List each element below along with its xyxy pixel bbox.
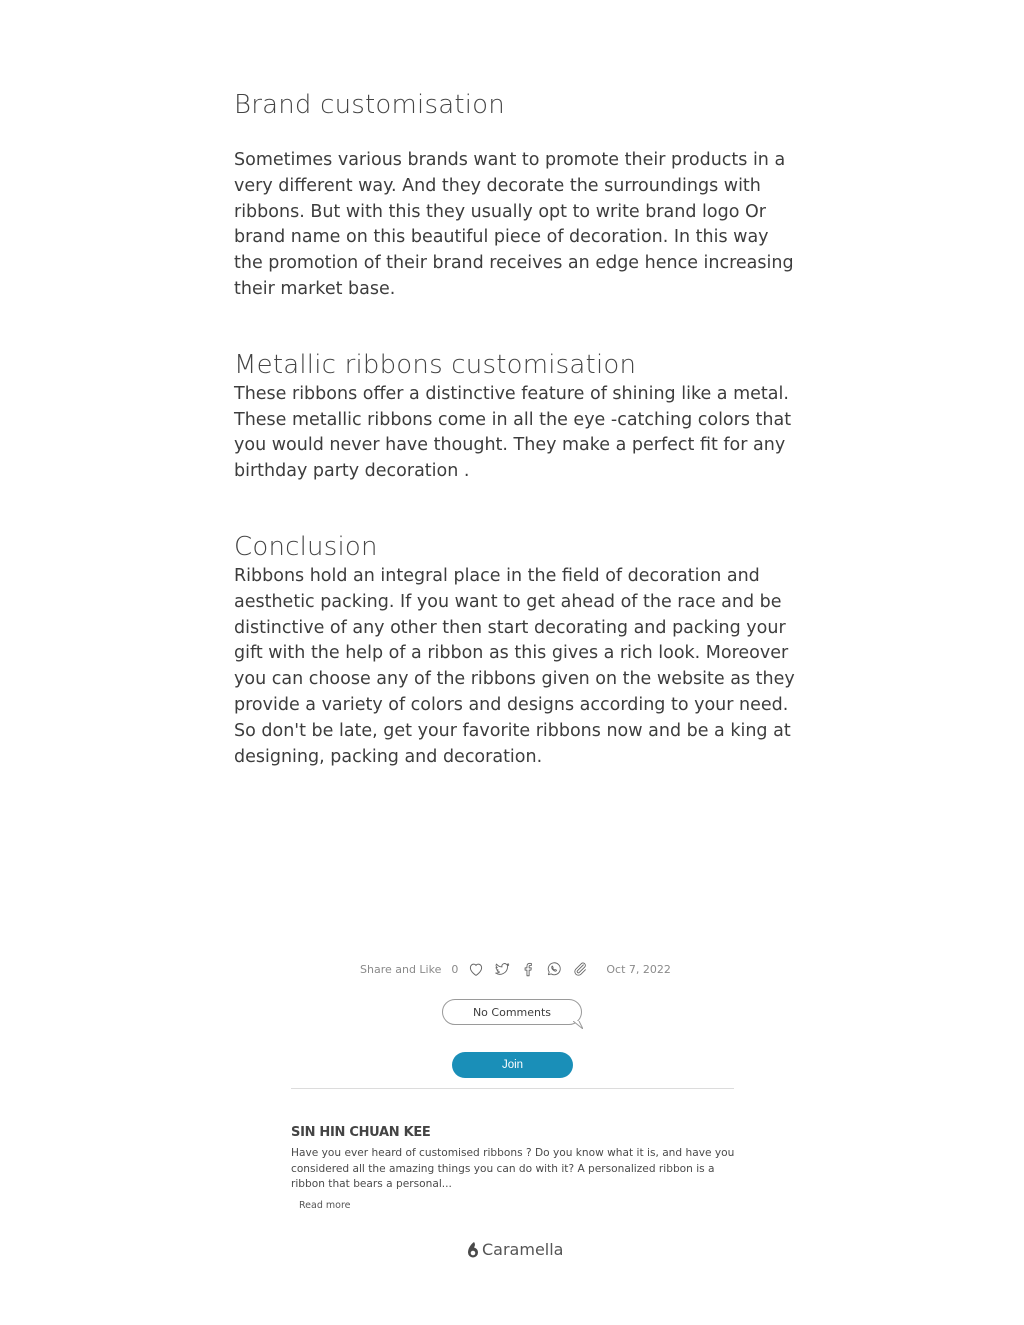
section-heading-conclusion: Conclusion (234, 531, 378, 562)
speech-bubble-tail-icon (573, 1021, 583, 1029)
comments-button[interactable] (442, 999, 582, 1025)
section-divider (291, 1088, 734, 1089)
section-paragraph-metallic-ribbons: These ribbons offer a distinctive feature of shining like a metal. These metallic ribbons come in all the eye -catching colors that you would never have thought. They make a perfect fit for any birthday party decoration . (234, 383, 792, 482)
attachment-icon[interactable] (570, 959, 590, 979)
like-count: 0 (451, 962, 459, 976)
share-label: Share and Like (360, 962, 442, 976)
section-heading-brand-customisation: Brand customisation (234, 90, 505, 120)
join-button[interactable]: Join (452, 1052, 573, 1078)
related-post-excerpt: Have you ever heard of customised ribbons ? Do you know what it is, and have you considered all the amazing things you can do with it? A personalized ribbon is a ribbon that bears a personal... (291, 1147, 735, 1190)
section-heading-metallic-ribbons: Metallic ribbons customisation (234, 349, 637, 380)
heart-icon[interactable] (466, 959, 486, 979)
footer-brand-logo[interactable] (466, 1240, 563, 1259)
section-paragraph-conclusion: Ribbons hold an integral place in the field of decoration and aesthetic packing. If you want to get ahead of the race and be distinctive of any other then start decorating and packing your gift with the help of a ribbon as this gives a rich look. Moreover you can choose any of the ribbons given on the website as they provide a variety of colors and designs according to your need. So don't be late, get your favorite ribbons now and be a king at designing, packing and decoration. (234, 565, 795, 767)
share-and-like-bar (360, 958, 671, 980)
brand-name: Caramella (482, 1240, 564, 1259)
article-body (234, 88, 800, 770)
read-more-link[interactable]: Read more (299, 1199, 351, 1211)
post-date: Oct 7, 2022 (606, 962, 671, 976)
related-post-title[interactable]: SIN HIN CHUAN KEE (291, 1125, 431, 1140)
twitter-icon[interactable] (492, 959, 512, 979)
section-paragraph-brand-customisation: Sometimes various brands want to promote their products in a very different way. And they decorate the surroundings with ribbons. But with this they usually opt to write brand logo Or brand name on this beautiful piece of decoration. In this way the promotion of their brand receives an edge hence increasing their market base. (234, 150, 794, 299)
caramella-logo-icon (466, 1241, 480, 1259)
facebook-icon[interactable] (518, 959, 538, 979)
comments-label: No Comments (472, 1005, 552, 1019)
whatsapp-icon[interactable] (544, 959, 564, 979)
related-post-card[interactable] (291, 1124, 736, 1212)
